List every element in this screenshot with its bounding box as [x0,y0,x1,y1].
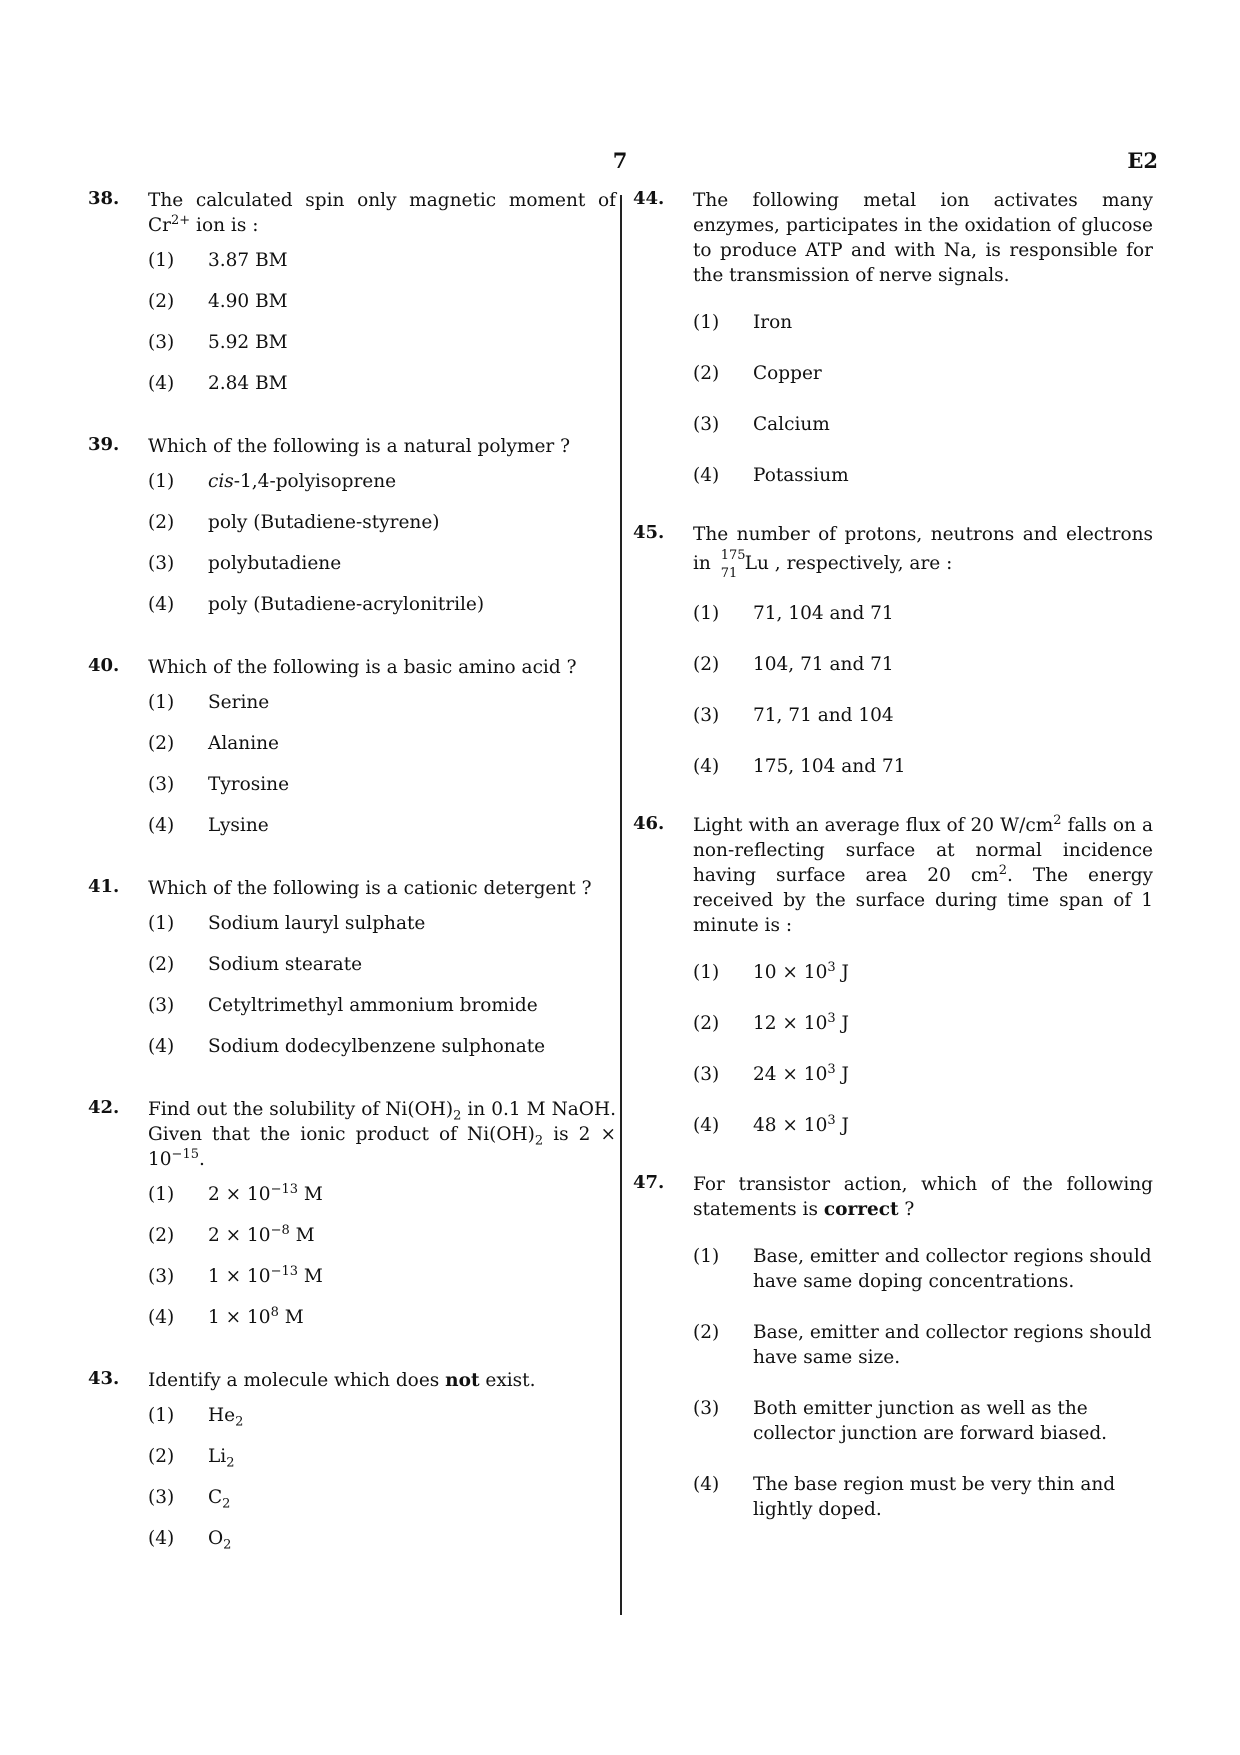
option[interactable]: (4) $O_2$ [148,1528,232,1553]
option[interactable]: (2) $2 \times 10^{-8}$ M [148,1222,315,1246]
question-text: For transistor action, which of the following statements is correct ? [693,1174,1153,1220]
option[interactable]: (2) Sodium stearate [148,954,363,975]
option[interactable]: (3) Cetyltrimethyl ammonium bromide [148,995,538,1016]
question-number: 45. [633,522,665,543]
option[interactable]: (1) cis-1,4-polyisoprene [148,471,397,492]
option[interactable]: (4) Potassium [693,465,849,486]
question-number: 39. [88,434,120,455]
question-text: Which of the following is a basic amino acid ? [148,657,577,678]
option[interactable]: (3) Tyrosine [148,774,290,795]
option[interactable]: (1) 71, 104 and 71 [693,603,894,624]
option[interactable]: (1) 3.87 BM [148,250,288,271]
option[interactable]: (2) Alanine [148,733,280,754]
paper-code: E2 [1127,148,1158,173]
question-43 [88,1368,616,1567]
option[interactable]: (3) 5.92 BM [148,332,288,353]
option[interactable]: (3) $C_2$ [148,1487,231,1512]
option[interactable]: (3) Both emitter junction as well as the collector junction are forward biased. [693,1398,1108,1444]
option[interactable]: (4) The base region must be very thin and lightly doped. [693,1474,1116,1520]
option[interactable]: (1) Base, emitter and collector regions should have same doping concentrations. [693,1246,1152,1292]
question-46 [633,813,1153,1138]
question-text: The number of protons, neutrons and electrons in 175 71 Lu , respectively, are : [693,524,1153,581]
question-38 [88,188,616,412]
option[interactable]: (2) $12 \times 10^3$ J [693,1010,849,1034]
option[interactable]: (3) $1 \times 10^{-13}$ M [148,1263,323,1287]
question-number: 47. [633,1172,665,1193]
option[interactable]: (3) $24 \times 10^3$ J [693,1061,849,1085]
question-41 [88,876,616,1075]
option[interactable]: (3) polybutadiene [148,553,342,574]
option[interactable]: (1) $2 \times 10^{-13}$ M [148,1181,323,1205]
option[interactable]: (2) poly (Butadiene-styrene) [148,512,440,533]
question-text: Which of the following is a natural polymer ? [148,436,571,457]
isotope-notation: 175 71 [720,548,746,581]
question-text: Which of the following is a cationic detergent ? [148,878,592,899]
question-42 [88,1097,616,1346]
question-text: Find out the solubility of $Ni(OH)_2$ in 0.1 M NaOH. Given that the ionic product of $Ni(OH)_2$ is $2 \times 10^{-15}$. [148,1099,616,1170]
question-number: 43. [88,1368,120,1389]
option[interactable]: (4) poly (Butadiene-acrylonitrile) [148,594,485,615]
option[interactable]: (2) Copper [693,363,822,384]
option[interactable]: (2) 104, 71 and 71 [693,654,894,675]
option[interactable]: (1) $He_2$ [148,1405,244,1430]
question-45 [633,522,1153,779]
option[interactable]: (1) Serine [148,692,270,713]
question-number: 42. [88,1097,120,1118]
question-40 [88,655,616,854]
option[interactable]: (2) 4.90 BM [148,291,288,312]
option[interactable]: (1) Sodium lauryl sulphate [148,913,426,934]
option[interactable]: (4) 2.84 BM [148,373,288,394]
question-number: 46. [633,813,665,834]
option[interactable]: (4) Sodium dodecylbenzene sulphonate [148,1036,546,1057]
question-text: The calculated spin only magnetic moment of $Cr^{2+}$ ion is : [148,190,616,236]
option[interactable]: (4) 175, 104 and 71 [693,756,906,777]
question-39 [88,434,616,633]
question-text: The following metal ion activates many enzymes, participates in the oxidation of glucose to produce ATP and with Na, is responsible for the transmission of nerve signals. [693,190,1153,286]
question-number: 41. [88,876,120,897]
option[interactable]: (1) $10 \times 10^3$ J [693,959,849,983]
option[interactable]: (3) Calcium [693,414,830,435]
option[interactable]: (1) Iron [693,312,793,333]
option[interactable]: (4) $1 \times 10^8$ M [148,1304,304,1328]
option[interactable]: (2) $Li_2$ [148,1446,235,1471]
column-divider [620,195,622,1615]
option[interactable]: (3) 71, 71 and 104 [693,705,894,726]
left-column [88,188,616,1581]
option[interactable]: (4) $48 \times 10^3$ J [693,1112,849,1136]
question-number: 40. [88,655,120,676]
question-number: 38. [88,188,120,209]
question-number: 44. [633,188,665,209]
question-text: Light with an average flux of 20 $W/cm^2$ falls on a non-reflecting surface at normal incidence having surface area 20 $cm^2$. The energy received by the surface during time span of 1 minute is : [693,812,1154,936]
question-text: Identify a molecule which does not exist. [148,1370,536,1391]
option[interactable]: (4) Lysine [148,815,269,836]
question-47 [633,1172,1153,1522]
option[interactable]: (2) Base, emitter and collector regions should have same size. [693,1322,1152,1368]
page-number: 7 [612,148,628,173]
right-column [633,188,1153,1548]
question-44 [633,188,1153,488]
